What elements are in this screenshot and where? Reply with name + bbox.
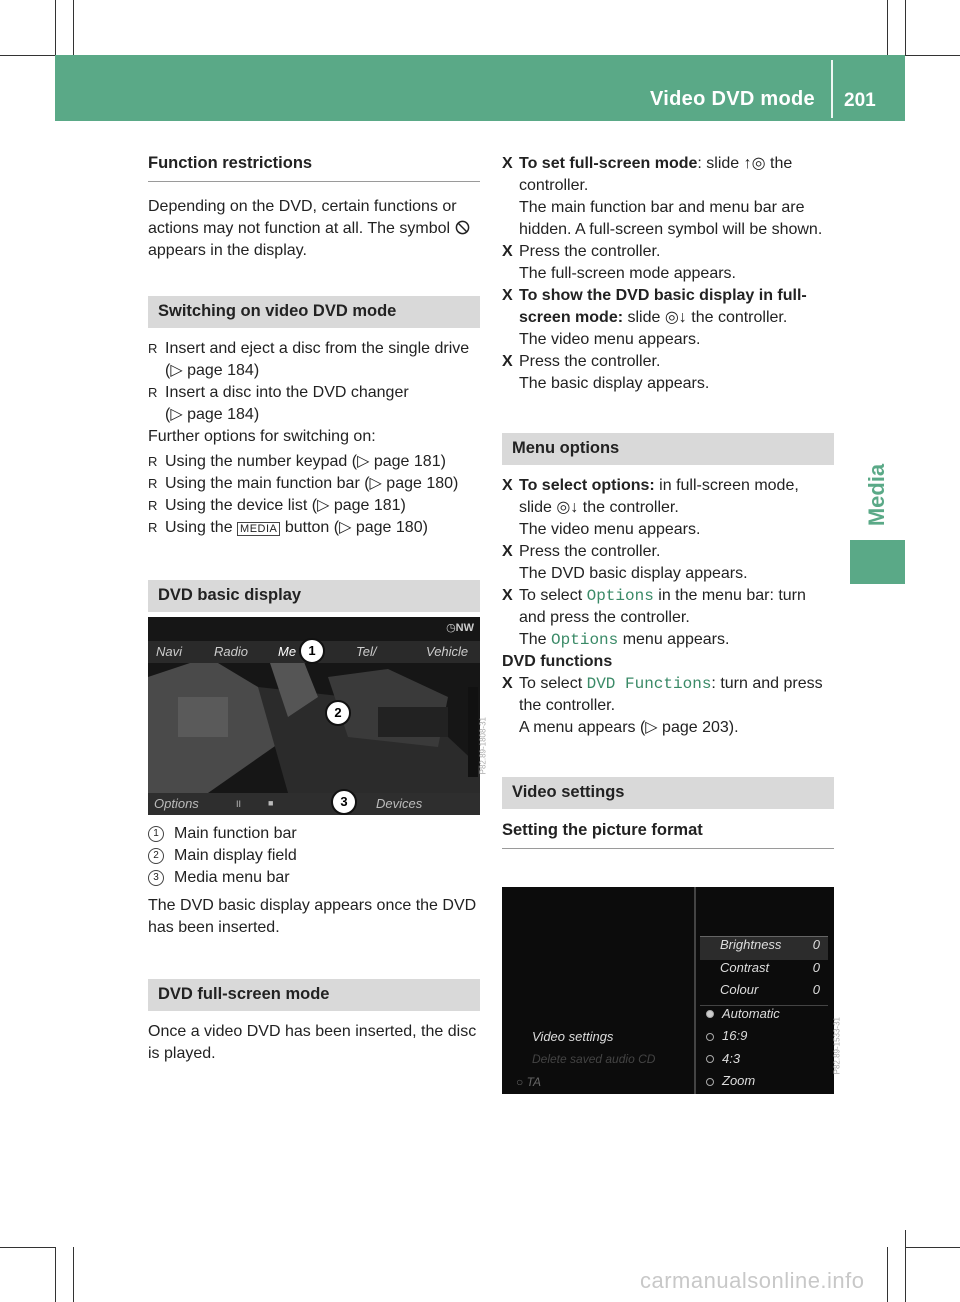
list-item: R Using the number keypad (▷ page 181) (148, 453, 446, 470)
side-tab-label: Media (864, 463, 890, 527)
setting-contrast[interactable]: Contrast 0 (720, 959, 820, 975)
watermark: carmanualsonline.info (640, 1268, 865, 1293)
basic-display-text: The DVD basic display appears once the DVD has been inserted. (148, 897, 477, 936)
tab-vehicle[interactable]: Vehicle (426, 644, 469, 659)
callout-2: 2 (325, 700, 351, 726)
legend-item: 3 Media menu bar (148, 867, 480, 889)
page-number: 201 (844, 90, 876, 111)
right-column (502, 153, 834, 863)
crop-mark (905, 55, 960, 56)
tab-navi[interactable]: Navi (156, 644, 183, 659)
setting-4-3[interactable]: 4:3 (700, 1051, 828, 1074)
list-item: R Insert and eject a disc from the single drive (▷ page 184) (148, 340, 470, 379)
step-item: X To select options: in full-screen mode, slide ◎↓ the controller. The video menu appears. (502, 477, 799, 538)
screen-top-right-label: ◷NW (446, 622, 474, 634)
step-item: X To select DVD Functions: turn and press the controller. A menu appears (▷ page 203). (502, 675, 823, 736)
list-item: R Using the device list (▷ page 181) (148, 497, 406, 514)
menu-options[interactable]: Options (154, 796, 199, 811)
crop-mark (905, 0, 906, 55)
crop-mark (905, 1247, 960, 1248)
step-item: X To set full-screen mode: slide ↑◎ the controller. The main function bar and menu bar are hidden. A full-screen symbol will be shown. (502, 155, 823, 238)
basic-display-heading: DVD basic display (148, 580, 480, 612)
pause-icon[interactable]: II (236, 799, 242, 809)
radio-icon (706, 1055, 714, 1063)
tab-radio[interactable]: Radio (214, 644, 248, 659)
image-code: P82.89-1533-31 (832, 1017, 841, 1075)
video-settings-screenshot (502, 887, 841, 1094)
setting-16-9[interactable]: 16:9 (700, 1028, 828, 1051)
fullscreen-heading: DVD full-screen mode (148, 979, 480, 1011)
step-item: X Press the controller. The basic display appears. (502, 353, 710, 392)
media-button-icon: MEDIA (237, 522, 280, 536)
picture-format-heading: Setting the picture format (502, 819, 834, 849)
side-tab (850, 460, 904, 530)
list-item: R Using the main function bar (▷ page 180) (148, 475, 459, 492)
radio-icon (706, 1033, 714, 1041)
step-item: X To select Options in the menu bar: turn and press the controller. The Options menu appears. (502, 587, 806, 649)
screen-left-faded: Delete saved audio CD (532, 1052, 656, 1066)
side-tab-marker (850, 540, 905, 584)
prohibited-icon (455, 220, 470, 235)
crop-mark (73, 1247, 74, 1302)
radio-selected-icon (706, 1010, 714, 1018)
media-menu-bar (148, 793, 480, 815)
dvd-basic-display-screenshot (148, 617, 487, 815)
crop-mark (55, 1247, 56, 1302)
list-item: R Insert a disc into the DVD changer (▷ page 184) (148, 384, 409, 423)
setting-brightness[interactable]: Brightness 0 (700, 936, 828, 960)
image-code: P82.89-1808-31 (478, 717, 487, 775)
chapter-title: Video DVD mode (650, 88, 815, 110)
screen-left-ta: ○ TA (516, 1075, 542, 1089)
fullscreen-text: Once a video DVD has been inserted, the disc is played. (148, 1023, 477, 1062)
screen-divider (694, 887, 696, 1094)
list-item: R Using the MEDIA button (▷ page 180) (148, 519, 428, 536)
crop-mark (887, 0, 888, 55)
screen-left-title: Video settings (532, 1029, 614, 1044)
further-options-text: Further options for switching on: (148, 428, 376, 445)
header-divider (831, 60, 833, 118)
crop-mark (887, 1247, 888, 1302)
crop-mark (0, 55, 55, 56)
crop-mark (905, 1230, 906, 1302)
menu-devices[interactable]: Devices (376, 796, 423, 811)
callout-1: 1 (299, 638, 325, 664)
tab-media[interactable]: Me (278, 644, 297, 659)
crop-mark (73, 0, 74, 55)
legend-item: 1 Main function bar (148, 823, 480, 845)
crop-mark (55, 0, 56, 55)
setting-automatic[interactable]: Automatic (700, 1006, 828, 1029)
dvd-functions-heading: DVD functions (502, 653, 613, 670)
step-item: X Press the controller. The full-screen mode appears. (502, 243, 736, 282)
video-settings-heading: Video settings (502, 777, 834, 809)
function-restrictions-text: Depending on the DVD, certain functions or actions may not function at all. The symbol appears in the display. (148, 196, 480, 262)
video-settings-list (700, 936, 828, 1096)
step-item: X To show the DVD basic display in full-screen mode: slide ◎↓ the controller. The video menu appears. (502, 287, 807, 348)
switching-on-heading: Switching on video DVD mode (148, 296, 480, 328)
crop-mark (0, 1247, 55, 1248)
function-restrictions-heading: Function restrictions (148, 152, 480, 182)
menu-options-heading: Menu options (502, 433, 834, 465)
legend-item: 2 Main display field (148, 845, 480, 867)
radio-icon (706, 1078, 714, 1086)
left-column-lower (148, 823, 480, 1065)
left-column (148, 152, 480, 622)
setting-colour[interactable]: Colour 0 (700, 982, 828, 1006)
step-item: X Press the controller. The DVD basic display appears. (502, 543, 748, 582)
setting-zoom[interactable]: Zoom (700, 1073, 828, 1096)
stop-icon[interactable]: ■ (268, 798, 274, 808)
callout-3: 3 (331, 789, 357, 815)
tab-tel[interactable]: Tel/ (356, 644, 377, 659)
